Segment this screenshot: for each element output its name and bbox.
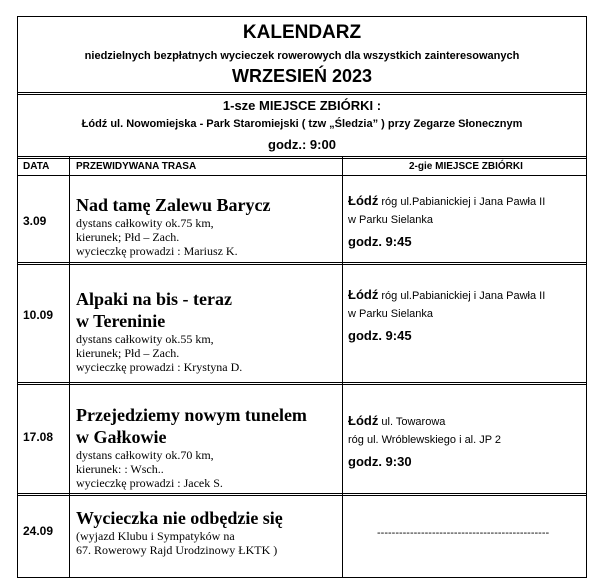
route-title: Wycieczka nie odbędzie się — [76, 508, 283, 528]
meeting2-cell — [348, 286, 583, 345]
divider — [17, 156, 587, 159]
route-distance: dystans całkowity ok.75 km, — [76, 216, 214, 230]
route-guide: wycieczkę prowadzi : Krystyna D. — [76, 360, 243, 374]
meeting2-place: róg ul. Wróblewskiego i al. JP 2 — [348, 434, 502, 446]
column-rule — [342, 157, 343, 577]
route-cell — [76, 194, 341, 258]
row-date: 10.09 — [23, 308, 54, 322]
meeting1-time: godz.: 9:00 — [268, 137, 336, 152]
route-guide: wycieczkę prowadzi : Jacek S. — [76, 476, 223, 490]
meeting2-time: godz. 9:45 — [348, 328, 412, 343]
column-header-date: DATA — [23, 161, 50, 172]
meeting2-cell — [348, 192, 583, 251]
meeting2-street: róg ul.Pabianickiej i Jana Pawła II — [378, 290, 546, 302]
meeting2-place: w Parku Sielanka — [348, 214, 433, 226]
calendar-sheet — [17, 16, 587, 578]
meeting2-time: godz. 9:45 — [348, 234, 412, 249]
route-distance: dystans całkowity ok.70 km, — [76, 448, 214, 462]
route-guide: wycieczkę prowadzi : Mariusz K. — [76, 244, 238, 258]
row-date: 24.09 — [23, 524, 54, 538]
row-divider — [17, 262, 587, 265]
row-divider — [17, 382, 587, 385]
row-divider — [17, 493, 587, 496]
meeting2-street: ul. Towarowa — [378, 416, 446, 428]
route-title: Przejedziemy nowym tunelem — [76, 405, 307, 425]
meeting2-city: Łódź — [348, 287, 379, 302]
route-title: Alpaki na bis - teraz — [76, 289, 233, 309]
row-date: 3.09 — [23, 214, 47, 228]
meeting2-empty: ----------------------------------------------- — [377, 527, 550, 539]
route-title-line2: w Tereninie — [76, 311, 166, 331]
route-title-line2: w Gałkowie — [76, 427, 167, 447]
meeting2-cell — [348, 412, 583, 471]
column-rule — [69, 157, 70, 577]
divider — [17, 92, 587, 95]
route-cell — [76, 404, 341, 490]
route-cell — [76, 288, 341, 374]
route-note: (wyjazd Klubu i Sympatyków na — [76, 529, 235, 543]
meeting2-place: w Parku Sielanka — [348, 308, 433, 320]
route-direction: kierunek; Płd – Zach. — [76, 230, 180, 244]
route-cell — [76, 507, 341, 557]
column-header-route: PRZEWIDYWANA TRASA — [76, 161, 197, 172]
meeting2-time: godz. 9:30 — [348, 454, 412, 469]
route-title: Nad tamę Zalewu Barycz — [76, 195, 271, 215]
meeting2-street: róg ul.Pabianickiej i Jana Pawła II — [378, 196, 546, 208]
route-note: 67. Rowerowy Rajd Urodzinowy ŁKTK ) — [76, 543, 278, 557]
row-date: 17.08 — [23, 430, 54, 444]
meeting1-place: Łódź ul. Nowomiejska - Park Staromiejski ( tzw „Śledzia” ) przy Zegarze Słonecznym — [81, 118, 523, 130]
route-direction: kierunek; Płd – Zach. — [76, 346, 180, 360]
calendar-subtitle: niedzielnych bezpłatnych wycieczek rowerowych dla wszystkich zainteresowanych — [84, 50, 520, 62]
column-header-meeting2: 2-gie MIEJSCE ZBIÓRKI — [409, 161, 523, 172]
route-direction: kierunek: : Wsch.. — [76, 462, 164, 476]
meeting1-title: 1-sze MIEJSCE ZBIÓRKI : — [222, 98, 382, 113]
meeting2-city: Łódź — [348, 413, 379, 428]
calendar-month: WRZESIEŃ 2023 — [231, 66, 373, 86]
route-distance: dystans całkowity ok.55 km, — [76, 332, 214, 346]
meeting2-city: Łódź — [348, 193, 379, 208]
calendar-title: KALENDARZ — [242, 22, 362, 43]
divider — [17, 175, 587, 176]
